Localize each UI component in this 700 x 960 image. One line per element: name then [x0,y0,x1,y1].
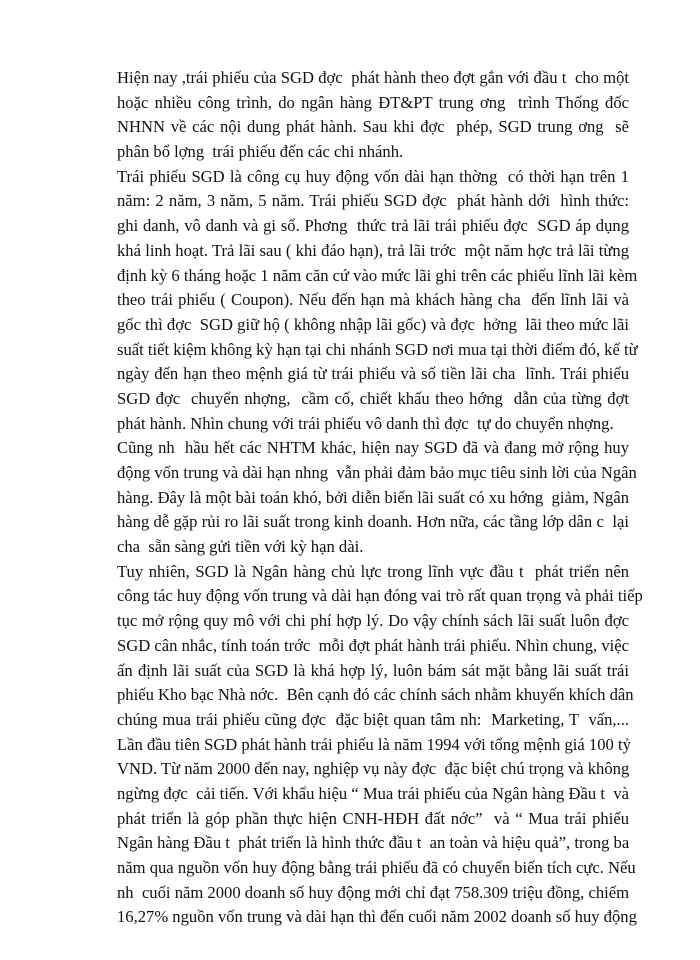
text-line: hàng. Đây là một bài toán khó, bởi diễn biến lãi suất có xu hớng giảm, Ngân [117,487,629,507]
text-line: khá linh hoạt. Trả lãi sau ( khi đáo hạn), trả lãi trớc một năm hợc trả lãi từng [117,240,629,260]
text-line: hàng dễ gặp rủi ro lãi suất trong kinh doanh. Hơn nữa, các tầng lớp dân c lại [117,512,629,532]
text-line: Trái phiếu SGD là công cụ huy động vốn dài hạn thờng có thời hạn trên 1 [117,166,629,186]
text-line: Hiện nay ,trái phiếu của SGD đợc phát hành theo đợt gắn với đầu t cho một [117,68,629,87]
text-line: suất tiết kiệm không kỳ hạn tại chi nhánh SGD nơi mua tại thời điểm đó, kể từ [117,339,638,359]
text-line: Ngân hàng Đầu t phát triển là hình thức đầu t an toàn và hiệu quả”, trong ba [117,833,630,853]
text-line: theo trái phiếu ( Coupon). Nếu đến hạn mà khách hàng cha đến lĩnh lãi và [117,290,629,310]
text-line: VND. Từ năm 2000 đến nay, nghiệp vụ này đợc đặc biệt chú trọng và không [117,759,630,779]
text-line: NHNN về các nội dung phát hành. Sau khi đợc phép, SGD trung ơng sẽ [117,117,629,137]
text-line: gốc thì đợc SGD giữ hộ ( không nhập lãi gốc) và đợc hởng lãi theo mức lãi [117,314,629,334]
text-line: phát triển là góp phần thực hiện CNH-HĐH đất nớc” và “ Mua trái phiếu [117,808,629,828]
text-line: công tác huy động vốn trung và dài hạn đóng vai trò rất quan trọng và phải tiếp [117,586,643,606]
text-line: cha sẵn sàng gửi tiền với kỳ hạn dài. [117,537,364,557]
text-line: phân bổ lợng trái phiếu đến các chi nhánh. [117,142,404,162]
text-line: động vốn trung và dài hạn nhng vẫn phải đảm bảo mục tiêu sinh lời của Ngân [117,463,637,482]
text-line: phát hành. Nhìn chung với trái phiếu vô danh thì đợc tự do chuyển nhợng. [117,413,614,433]
text-line: ấn định lãi suất của SGD là khá hợp lý, luôn bám sát mặt bằng lãi suất trái [117,660,629,680]
text-line: năm: 2 năm, 3 năm, 5 năm. Trái phiếu SGD đợc phát hành dới hình thức: [117,191,629,211]
text-line: ngừng đợc cải tiến. Với khẩu hiệu “ Mua trái phiếu của Ngân hàng Đầu t và [117,783,629,803]
text-line: Cũng nh hầu hết các NHTM khác, hiện nay SGD đã và đang mở rộng huy [117,438,629,458]
text-line: định kỳ 6 tháng hoặc 1 năm căn cứ vào mức lãi ghi trên các phiếu lĩnh lãi kèm [117,265,638,285]
text-line: nh cuối năm 2000 doanh số huy động mới chỉ đạt 758.309 triệu đồng, chiếm [117,882,629,902]
text-line: năm qua nguồn vốn huy động bằng trái phiếu đã có chuyển biến tích cực. Nếu [117,858,636,877]
text-line: SGD đợc chuyển nhợng, cầm cố, chiết khấu theo hớng dẫn của từng đợt [117,388,629,408]
text-line: Tuy nhiên, SGD là Ngân hàng chủ lực trong lĩnh vực đầu t phát triển nên [117,561,629,581]
text-line: Lần đầu tiên SGD phát hành trái phiếu là năm 1994 với tổng mệnh giá 100 tỷ [117,734,631,754]
text-line: ngày đến hạn theo mệnh giá từ trái phiếu và số tiền lãi cha lĩnh. Trái phiếu [117,364,629,384]
text-line: ghi danh, vô danh và gi sổ. Phơng thức trả lãi trái phiếu đợc SGD áp dụng [117,216,629,236]
text-line: phiếu Kho bạc Nhà nớc. Bên cạnh đó các chính sách nhằm khuyến khích dân [117,685,634,705]
body-text [117,66,643,930]
text-line: tục mở rộng quy mô với chi phí hợp lý. Do vậy chính sách lãi suất luôn đợc [117,611,629,631]
text-line: chúng mua trái phiếu cũng đợc đặc biệt quan tâm nh: Marketing, T vấn,... [117,709,629,729]
text-line: SGD cân nhắc, tính toán trớc mỗi đợt phát hành trái phiếu. Nhìn chung, việc [117,635,629,655]
text-line: 16,27% nguồn vốn trung và dài hạn thì đến cuối năm 2002 doanh số huy động [117,907,637,927]
text-line: hoặc nhiều công trình, do ngân hàng ĐT&PT trung ơng trình Thống đốc [117,92,629,112]
